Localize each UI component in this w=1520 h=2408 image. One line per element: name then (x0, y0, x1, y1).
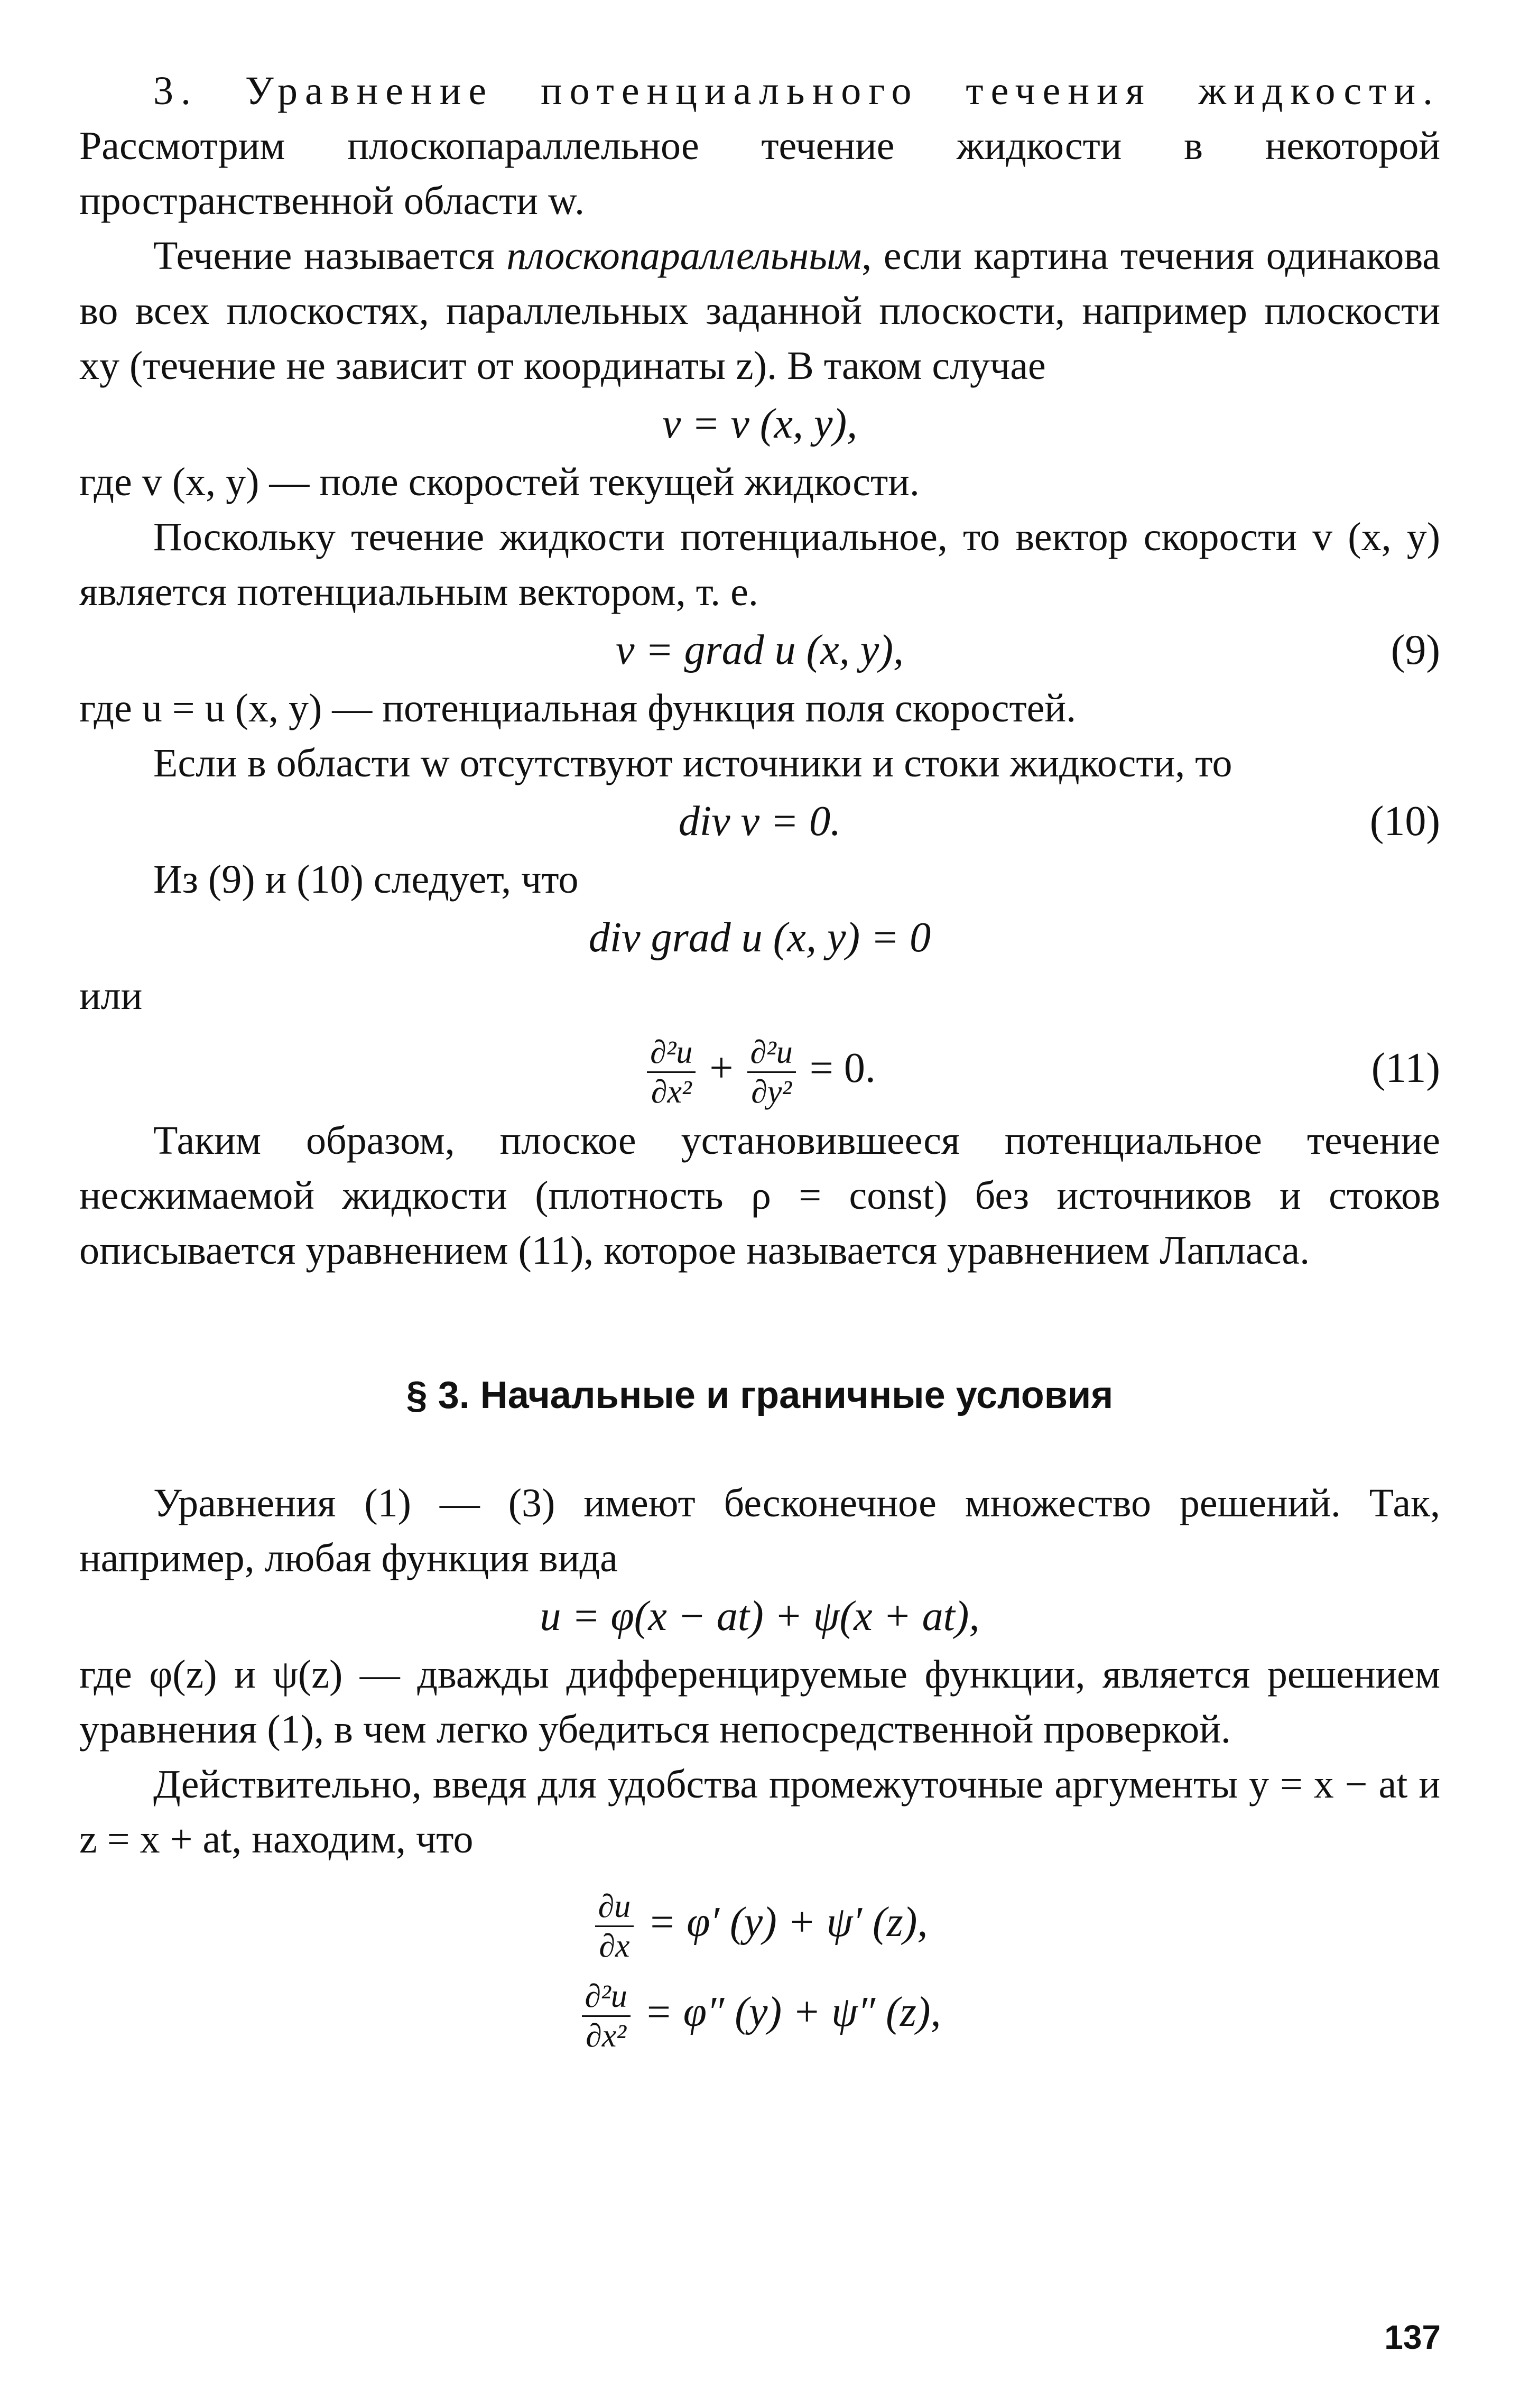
fraction-denominator: ∂x² (586, 2018, 626, 2054)
equation-velocity (79, 393, 1440, 455)
equation-rest: = 0. (809, 1045, 876, 1091)
equation-11 (79, 1023, 1440, 1113)
equation-general-solution (79, 1586, 1440, 1647)
equation-number: (11) (1371, 1045, 1440, 1091)
paragraph-intermediate-args: Действительно, введя для удобства промежуточные аргументы y = x − at и z = x + at, находим, что (79, 1762, 1440, 1861)
fraction-denominator: ∂x² (651, 1074, 692, 1110)
fraction-numerator: ∂u (595, 1890, 634, 1927)
equation-div-grad (79, 907, 1440, 968)
line-velocity-field: где v (x, y) — поле скоростей текущей жидкости. (79, 460, 920, 504)
subsection-heading: 3. Уравнение потенциального течения жидкости. (153, 69, 1440, 113)
equation-expression: div v = 0. (678, 798, 841, 845)
paragraph-laplace: Таким образом, плоское установившееся потенциальное течение несжимаемой жидкости (плотность ρ = const) без источников и стоков описывается уравнением (11), которое называется уравнением Лапласа. (79, 1118, 1440, 1273)
paragraph-potential-flow (79, 63, 1440, 228)
paragraph-text: , если картина течения одинакова во всех плоскостях, параллельных заданной плоскости, например плоскости xy (течение не зависит от координаты z). В таком случае (79, 234, 1440, 388)
fraction-denominator: ∂y² (751, 1074, 792, 1110)
equation-expression: v = v (x, y), (662, 401, 858, 447)
paragraph-text: Рассмотрим плоскопараллельное течение жидкости в некоторой пространственной области w. (79, 124, 1440, 223)
fraction-numerator: ∂²u (582, 1979, 631, 2017)
page-body (79, 63, 1440, 2057)
paragraph-lead: Течение называется (153, 234, 507, 278)
paragraph-plane-parallel (79, 228, 1440, 393)
page-number: 137 (1384, 2318, 1441, 2356)
equation-10 (79, 791, 1440, 852)
equation-rest: = φ″ (y) + ψ″ (z), (644, 1989, 941, 2035)
paragraph-twice-differentiable: где φ(z) и ψ(z) — дважды дифференцируемые функции, является решением уравнения (1), в чем легко убедиться непосредственной проверкой. (79, 1652, 1440, 1752)
equation-second-derivative (79, 1967, 1440, 2057)
equation-number: (10) (1369, 798, 1440, 845)
equation-9 (79, 619, 1440, 681)
plus-sign: + (709, 1045, 734, 1091)
fraction-d2u-dx2 (647, 1035, 696, 1109)
equation-expression: v = grad u (x, y), (616, 627, 904, 673)
equation-expression: div grad u (x, y) = 0 (588, 914, 931, 961)
paragraph-infinite-solutions: Уравнения (1) — (3) имеют бесконечное множество решений. Так, например, любая функция вида (79, 1481, 1440, 1580)
line-follows: Из (9) и (10) следует, что (153, 857, 579, 902)
fraction-denominator: ∂x (599, 1928, 630, 1965)
paragraph-no-sources: Если в области w отсутствуют источники и стоки жидкости, то (153, 741, 1232, 785)
equation-rest: = φ′ (y) + ψ′ (z), (647, 1899, 928, 1946)
equation-number: (9) (1391, 627, 1440, 673)
fraction-numerator: ∂²u (747, 1035, 796, 1073)
paragraph-potential-vector: Поскольку течение жидкости потенциальное, то вектор скорости v (x, y) является потенциальным вектором, т. е. (79, 515, 1440, 614)
emphasized-term: плоскопараллельным (506, 234, 862, 278)
equation-first-derivative (79, 1877, 1440, 1967)
fraction-numerator: ∂²u (647, 1035, 696, 1073)
fraction-d2u-dx2 (582, 1979, 631, 2053)
equation-expression: u = φ(x − at) + ψ(x + at), (540, 1593, 980, 1640)
section-title: § 3. Начальные и граничные условия (406, 1374, 1114, 1416)
fraction-d2u-dy2 (747, 1035, 796, 1109)
line-potential-function: где u = u (x, y) — потенциальная функция поля скоростей. (79, 686, 1077, 730)
line-or: или (79, 974, 143, 1018)
fraction-du-dx (595, 1890, 634, 1963)
